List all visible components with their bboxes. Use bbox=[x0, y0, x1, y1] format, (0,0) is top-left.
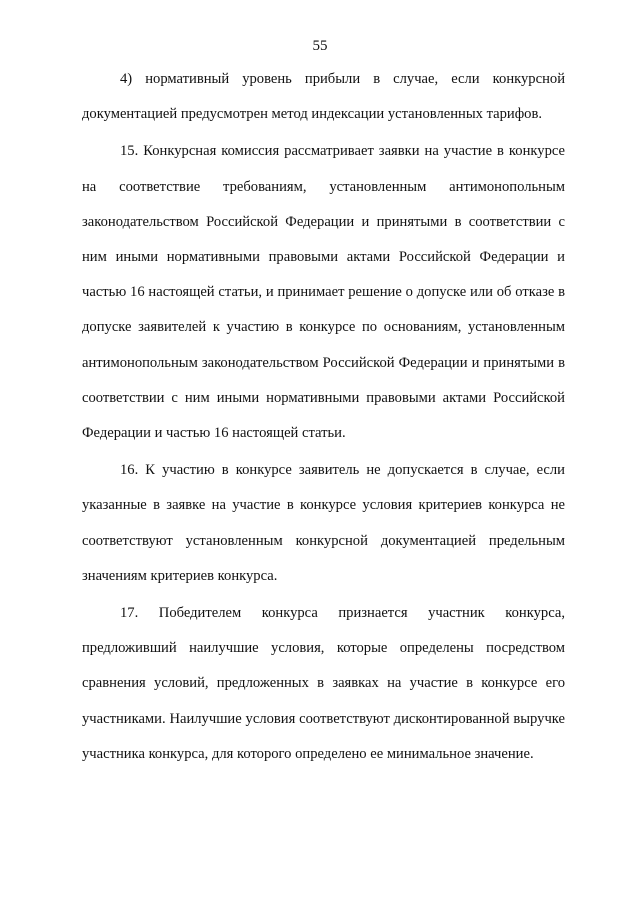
document-body bbox=[82, 62, 565, 772]
paragraph-16: 16. К участию в конкурсе заявитель не допускается в случае, если указанные в заявке на участие в конкурсе условия критериев конкурса не соответствуют установленным конкурсной документацией предельным значениям критериев конкурса. bbox=[82, 462, 565, 584]
page-number: 55 bbox=[312, 38, 328, 54]
paragraph-17: 17. Победителем конкурса признается участник конкурса, предложивший наилучшие условия, которые определены посредством сравнения условий, предложенных в заявках на участие в конкурсе его участниками. Наилучшие условия соответствуют дисконтированной выручке участника конкурса, для которого определено ее минимальное значение. bbox=[82, 605, 565, 762]
paragraph-item-4: 4) нормативный уровень прибыли в случае, если конкурсной документацией предусмотрен метод индексации установленных тарифов. bbox=[82, 71, 565, 123]
paragraph-15: 15. Конкурсная комиссия рассматривает заявки на участие в конкурсе на соответствие требованиям, установленным антимонопольным законодательством Российской Федерации и принятыми в соответствии с ним иными нормативными правовыми актами Российской Федерации и частью 16 настоящей статьи, и принимает решение о допуске или об отказе в допуске заявителей к участию в конкурсе по основаниям, установленным антимонопольным законодательством Российской Федерации и принятыми в соответствии с ним иными нормативными правовыми актами Российской Федерации и частью 16 настоящей статьи. bbox=[82, 143, 565, 442]
